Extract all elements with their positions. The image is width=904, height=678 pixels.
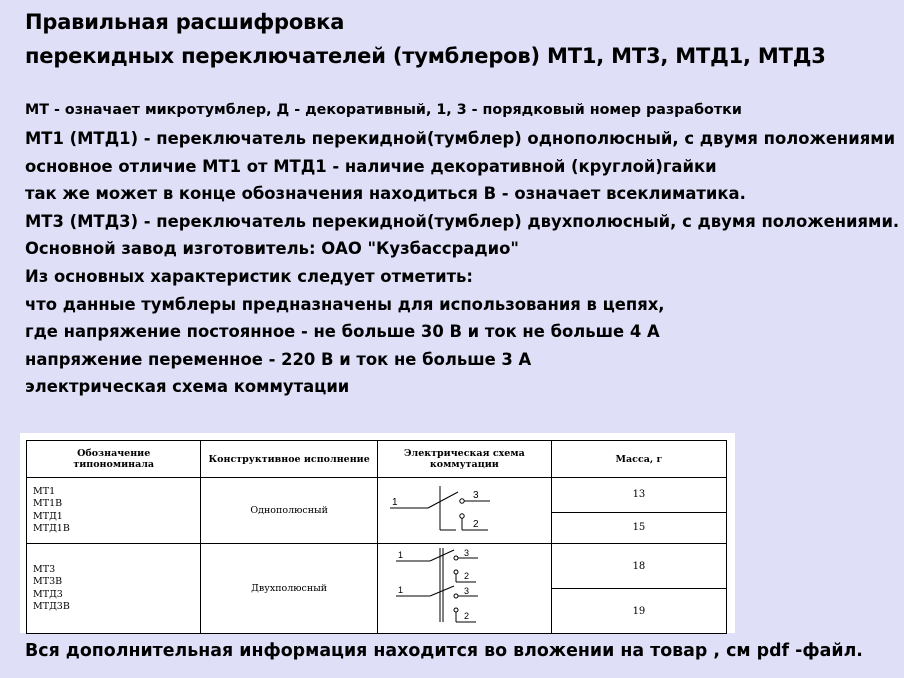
mass-cell: 15 bbox=[551, 512, 726, 543]
type-name: МТ1В bbox=[33, 498, 63, 509]
mass-cell: 19 bbox=[551, 589, 726, 634]
schema-cell bbox=[377, 478, 551, 544]
description-line: так же может в конце обозначения находиться В - означает всеклиматика. bbox=[25, 184, 746, 204]
description-line: что данные тумблеры предназначены для использования в цепях, bbox=[25, 294, 665, 314]
type-name: МТД3В bbox=[33, 601, 70, 612]
intro-text: МТ - означает микротумблер, Д - декоративный, 1, 3 - порядковый номер разработки bbox=[25, 102, 742, 118]
single-pole-schema bbox=[378, 478, 551, 540]
type-name: МТ3 bbox=[33, 563, 56, 575]
schema-label: 3 bbox=[463, 586, 469, 596]
header-mass: Масса, г bbox=[551, 441, 726, 478]
spec-table-panel bbox=[20, 433, 735, 633]
type-name: МТ3В bbox=[33, 576, 63, 587]
description-line: МТ3 (МТД3) - переключатель перекидной(тумблер) двухполюсный, с двумя положениями. bbox=[25, 211, 900, 231]
schema-label: 2 bbox=[463, 571, 469, 581]
header-construction: Конструктивное исполнение bbox=[201, 441, 377, 478]
type-name: МТ1 bbox=[33, 485, 56, 497]
schema-cell bbox=[377, 544, 551, 634]
description-line: МТ1 (МТД1) - переключатель перекидной(тумблер) однополюсный, с двумя положениями bbox=[25, 129, 896, 148]
header-name: Обозначение типономинала bbox=[27, 441, 201, 478]
description-line: Из основных характеристик следует отметить: bbox=[25, 266, 473, 286]
schema-label: 2 bbox=[463, 611, 469, 621]
description-line: где напряжение постоянное - не больше 30 В и ток не больше 4 А bbox=[25, 322, 660, 342]
description-line: электрическая схема коммутации bbox=[25, 377, 350, 397]
construction-cell: Двухполюсный bbox=[201, 544, 377, 634]
type-names-cell bbox=[27, 478, 201, 544]
title-line-2: перекидных переключателей (тумблеров) МТ1, МТ3, МТД1, МТД3 bbox=[25, 44, 826, 68]
description-line: напряжение переменное - 220 В и ток не больше 3 А bbox=[25, 349, 532, 369]
description-block bbox=[25, 125, 899, 401]
schema-label: 3 bbox=[472, 490, 479, 501]
type-name: МТД1В bbox=[33, 523, 70, 534]
table-header-row bbox=[27, 441, 727, 478]
type-name: МТД1 bbox=[33, 510, 63, 522]
footer-note: Вся дополнительная информация находится во вложении на товар , см pdf -файл. bbox=[25, 641, 863, 661]
schema-label: 1 bbox=[391, 497, 398, 508]
construction-cell: Однополюсный bbox=[201, 478, 377, 544]
type-names-cell bbox=[27, 544, 201, 634]
mass-cell: 18 bbox=[551, 544, 726, 589]
table-row bbox=[27, 544, 727, 589]
schema-label: 1 bbox=[397, 550, 403, 560]
schema-label: 2 bbox=[472, 519, 479, 530]
double-pole-schema bbox=[378, 544, 551, 630]
header-schema: Электрическая схема коммутации bbox=[377, 441, 551, 478]
schema-label: 3 bbox=[463, 548, 469, 558]
page-title bbox=[25, 5, 826, 73]
table-row bbox=[27, 478, 727, 513]
description-line: основное отличие МТ1 от МТД1 - наличие декоративной (круглой)гайки bbox=[25, 156, 717, 176]
spec-table bbox=[26, 440, 727, 634]
title-line-1: Правильная расшифровка bbox=[25, 10, 345, 34]
description-line: Основной завод изготовитель: ОАО "Кузбассрадио" bbox=[25, 239, 519, 259]
type-name: МТД3 bbox=[33, 588, 63, 600]
schema-label: 1 bbox=[397, 585, 403, 595]
mass-cell: 13 bbox=[551, 478, 726, 513]
